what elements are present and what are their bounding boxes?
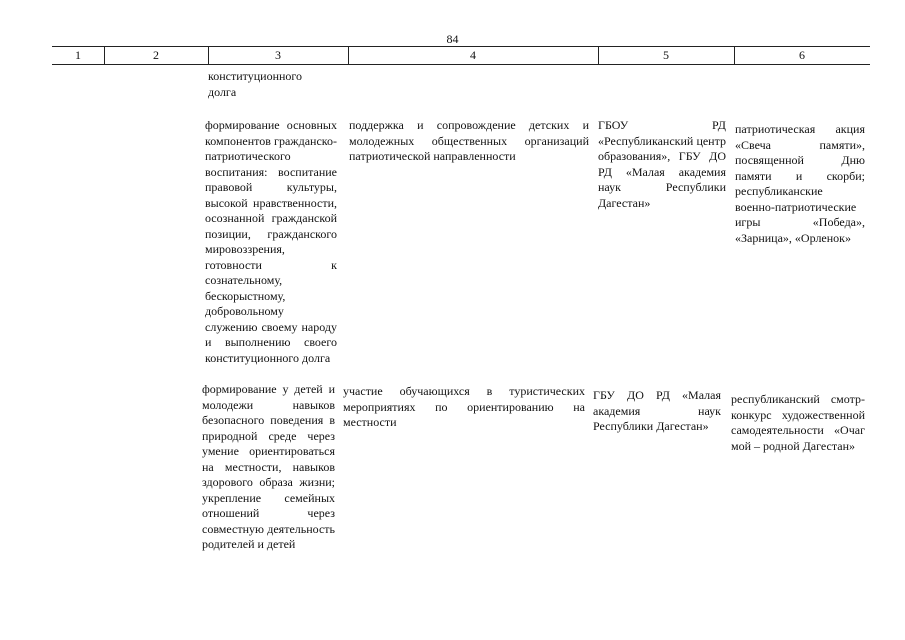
column-header-3: 3 [275,48,281,62]
table-header-row [52,46,870,65]
row-1-col6: патриотическая акция «Свеча памяти», посвященной Дню памяти и скорби; республиканские военно-патриотические игры «Победа», «Зарница», «Орленок» [735,122,865,245]
row-1-col4: поддержка и сопровождение детских и молодежных общественных организаций патриотической направленности [349,118,589,163]
page-number: 84 [446,32,459,46]
column-header-2: 2 [153,48,159,62]
column-header-6: 6 [799,48,805,62]
row-0-col3: конституционного долга [208,69,303,99]
column-header-4: 4 [470,48,476,62]
column-header-1: 1 [75,48,81,62]
row-2-col4: участие обучающихся в туристических мероприятиях по ориентированию на местности [343,384,585,429]
row-2-col3: формирование у детей и молодежи навыков безопасного поведения в природной среде через умение ориентироваться на местности, навыков здорового образа жизни; укрепление семейных отношений через совместную деятельность родителей и детей [202,382,335,551]
row-2-col6: республиканский смотр-конкурс художественной самодеятельности «Очаг мой – родной Дагестан» [731,392,865,453]
row-2-col5: ГБУ ДО РД «Малая академия наук Республики Дагестан» [593,388,721,433]
column-header-5: 5 [663,48,669,62]
row-1-col5: ГБОУ РД «Республиканский центр образования», ГБУ ДО РД «Малая академия наук Республики Дагестан» [598,118,726,210]
row-1-col3: формирование основных компонентов гражданско-патриотического воспитания: воспитание правовой культуры, высокой нравственности, осознанной гражданской позиции, гражданского мировоззрения, готовности к сознательному, бескорыстному, добровольному служению своему народу и выполнению своего конституционного долга [205,118,337,365]
